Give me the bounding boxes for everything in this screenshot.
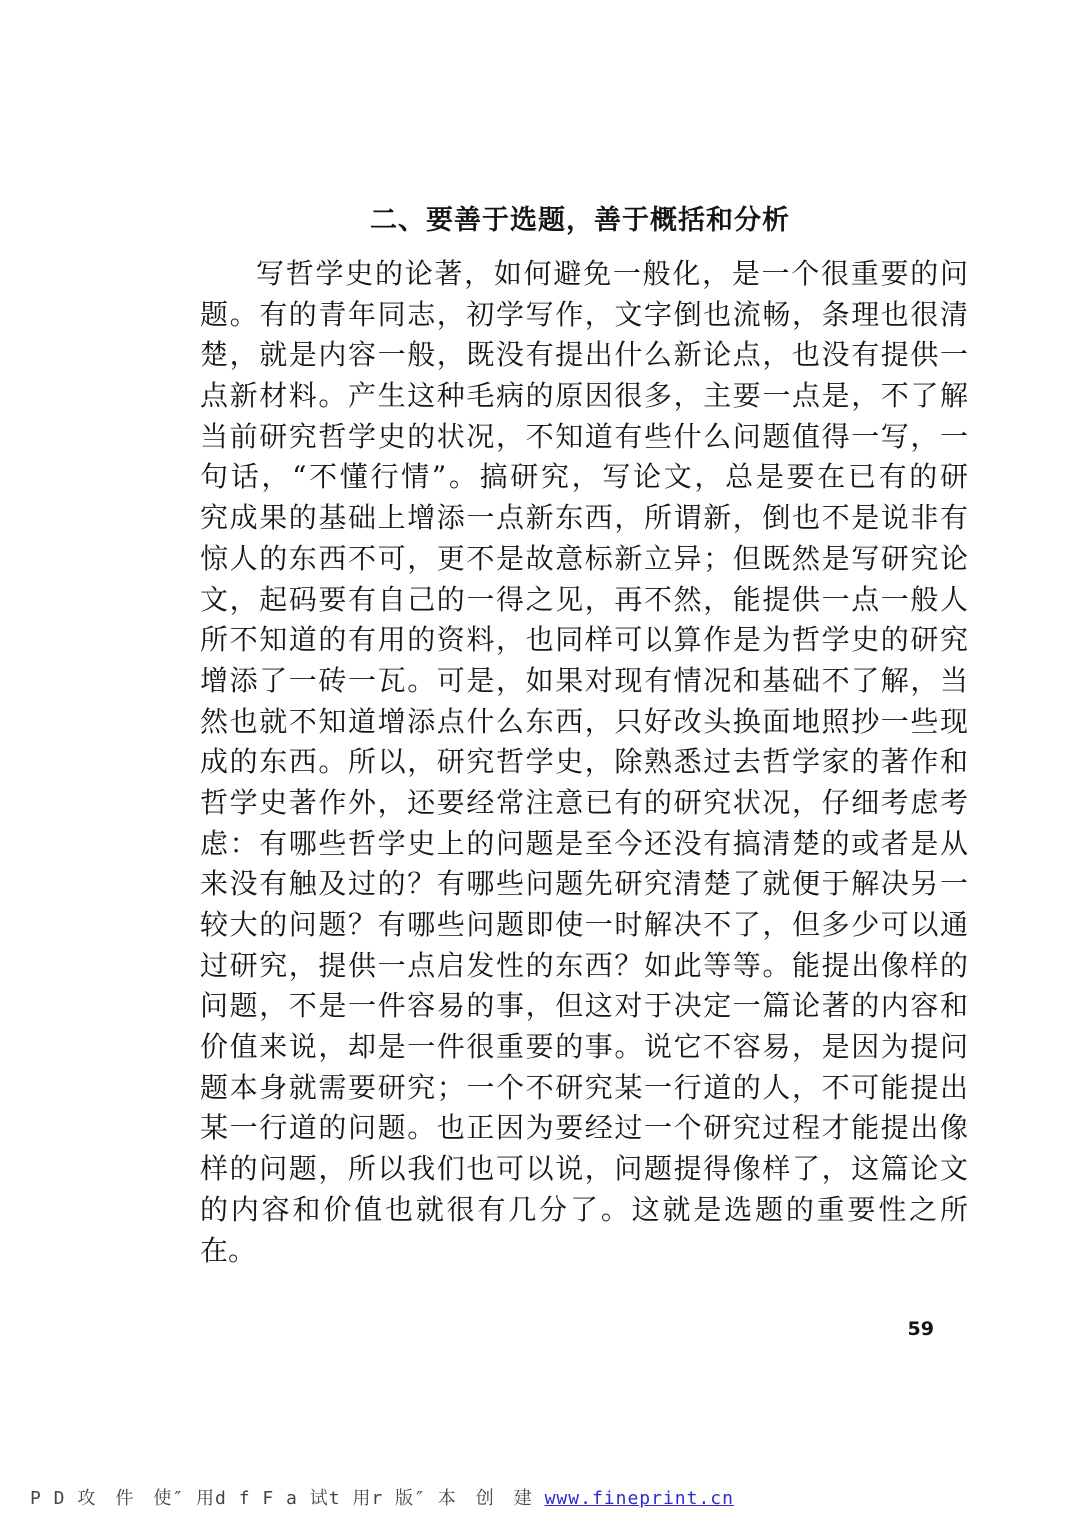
watermark-text: P D 攻 件 使″ 用d f F a 试t 用r 版″ 本 创 建 (30, 1488, 533, 1509)
text-line: 过研究，提供一点启发性的东西？如此等等。能提出像样的 (200, 948, 968, 982)
text-line: 价值来说，却是一件很重要的事。说它不容易，是因为提问 (200, 1030, 968, 1064)
text-line: 增添了一砖一瓦。可是，如果对现有情况和基础不了解，当 (200, 663, 968, 697)
text-line: 当前研究哲学史的状况，不知道有些什么问题值得一写，一 (200, 419, 968, 453)
text-line: 惊人的东西不可，更不是故意标新立异；但既然是写研究论 (200, 541, 968, 575)
watermark-link[interactable]: www.fineprint.cn (544, 1488, 734, 1509)
text-line: 某一行道的问题。也正因为要经过一个研究过程才能提出像 (200, 1111, 968, 1145)
text-line: 句话，“不懂行情”。搞研究，写论文，总是要在已有的研 (200, 460, 968, 494)
text-line: 来没有触及过的？有哪些问题先研究清楚了就便于解决另一 (200, 867, 968, 901)
text-line: 问题，不是一件容易的事，但这对于决定一篇论著的内容和 (200, 989, 968, 1023)
text-line: 点新材料。产生这种毛病的原因很多，主要一点是，不了解 (200, 379, 968, 413)
text-line: 题本身就需要研究；一个不研究某一行道的人，不可能提出 (200, 1070, 968, 1104)
watermark (30, 1484, 734, 1514)
text-line: 的内容和价值也就很有几分了。这就是选题的重要性之所 (200, 1192, 968, 1226)
text-line: 写哲学史的论著，如何避免一般化，是一个很重要的问 (256, 257, 968, 290)
text-line: 成的东西。所以，研究哲学史，除熟悉过去哲学家的著作和 (200, 745, 968, 779)
page-number: 59 (907, 1318, 934, 1340)
section-heading: 二、要善于选题，善于概括和分析 (370, 205, 790, 236)
text-line: 然也就不知道增添点什么东西，只好改头换面地照抄一些现 (200, 704, 968, 738)
text-line: 哲学史著作外，还要经常注意已有的研究状况，仔细考虑考 (200, 785, 968, 819)
text-line: 所不知道的有用的资料，也同样可以算作是为哲学史的研究 (200, 623, 968, 657)
body-paragraph (200, 254, 968, 1271)
text-line: 题。有的青年同志，初学写作，文字倒也流畅，条理也很清 (200, 297, 968, 331)
text-line: 楚，就是内容一般，既没有提出什么新论点，也没有提供一 (200, 338, 968, 372)
text-line: 在。 (200, 1233, 257, 1267)
text-line: 虑：有哪些哲学史上的问题是至今还没有搞清楚的或者是从 (200, 826, 968, 860)
text-line: 较大的问题？有哪些问题即使一时解决不了，但多少可以通 (200, 908, 968, 941)
text-line: 究成果的基础上增添一点新东西，所谓新，倒也不是说非有 (200, 501, 968, 535)
text-line: 样的问题，所以我们也可以说，问题提得像样了，这篇论文 (200, 1152, 968, 1186)
text-line: 文，起码要有自己的一得之见，再不然，能提供一点一般人 (200, 582, 968, 616)
